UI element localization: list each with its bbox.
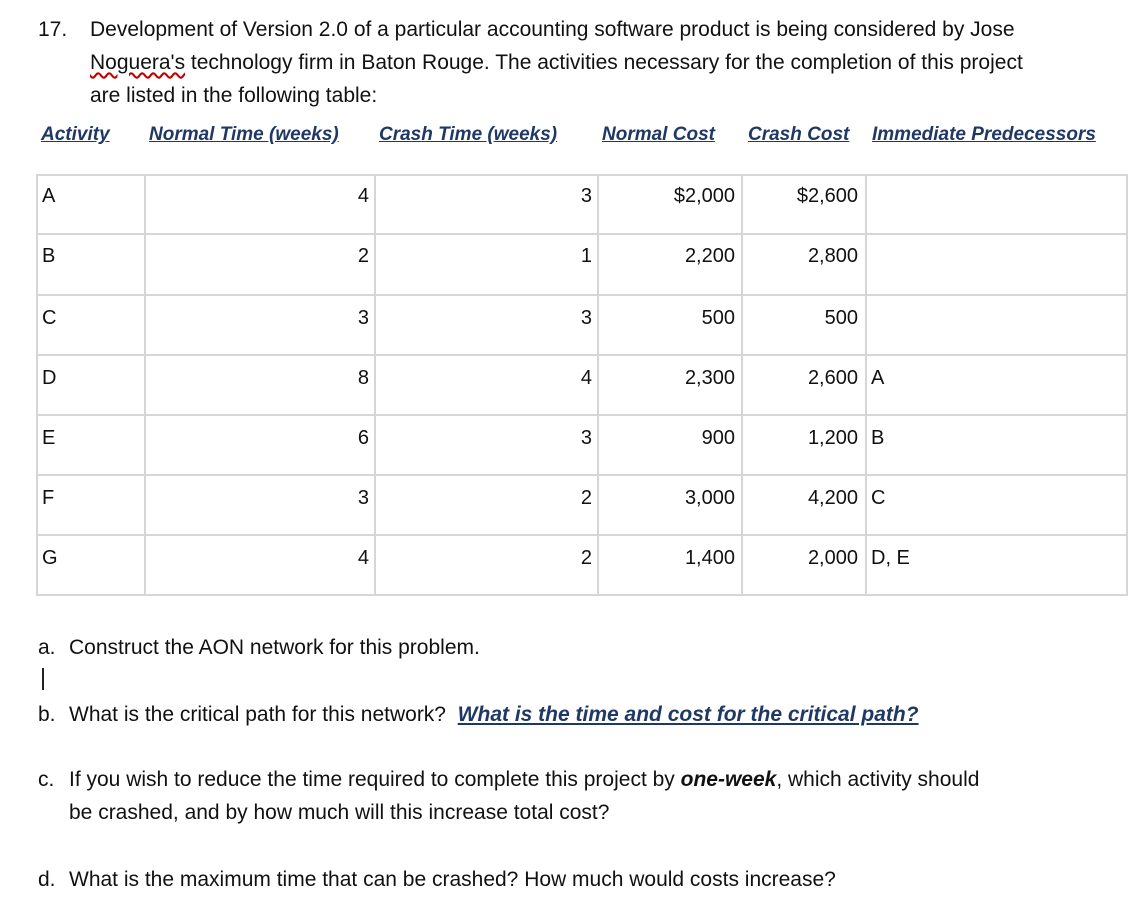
cell-crash-time: 3: [580, 307, 592, 329]
cell-normal-time: 6: [357, 427, 369, 449]
misspelled-name: Noguera's: [90, 51, 186, 74]
cell-activity: G: [42, 547, 58, 569]
table-col-divider: [374, 174, 376, 596]
question-c-line1: [69, 764, 979, 796]
cell-predecessors: B: [871, 427, 885, 449]
table-row-divider: [36, 354, 1128, 356]
cell-activity: E: [42, 427, 56, 449]
cell-activity: B: [42, 245, 56, 267]
cell-crash-cost: 2,600: [807, 367, 858, 389]
cell-crash-time: 1: [580, 245, 592, 267]
cell-normal-cost: 3,000: [684, 487, 735, 509]
table-col-divider: [597, 174, 599, 596]
cell-crash-time: 3: [580, 185, 592, 207]
cell-normal-time: 4: [357, 547, 369, 569]
table-col-divider: [741, 174, 743, 596]
cell-activity: A: [42, 185, 56, 207]
cell-crash-cost: 1,200: [807, 427, 858, 449]
problem-intro-line3: are listed in the following table:: [90, 84, 378, 107]
question-c-text-before: If you wish to reduce the time required to complete this project by: [69, 768, 681, 791]
cell-normal-cost: 900: [701, 427, 735, 449]
cell-crash-time: 3: [580, 427, 592, 449]
table-border-right: [1126, 174, 1128, 596]
header-crash-cost: Crash Cost: [748, 124, 850, 145]
problem-intro-line2: [90, 47, 1023, 79]
question-d-text: What is the maximum time that can be crashed? How much would costs increase?: [69, 868, 836, 891]
cell-activity: F: [42, 487, 55, 509]
header-crash-time: Crash Time (weeks): [379, 124, 558, 145]
problem-number: 17.: [38, 18, 68, 41]
header-normal-cost: Normal Cost: [602, 124, 715, 145]
cell-normal-cost: 2,300: [684, 367, 735, 389]
cell-crash-time: 2: [580, 547, 592, 569]
header-activity: Activity: [41, 124, 110, 145]
table-border-left: [36, 174, 38, 596]
table-row-divider: [36, 534, 1128, 536]
cell-normal-time: 8: [357, 367, 369, 389]
cell-crash-cost: 500: [824, 307, 858, 329]
table-row-divider: [36, 294, 1128, 296]
cell-normal-time: 3: [357, 307, 369, 329]
cell-normal-time: 3: [357, 487, 369, 509]
question-a-label: a.: [38, 636, 56, 659]
question-b-highlight: What is the time and cost for the critical path?: [457, 703, 919, 726]
cell-crash-time: 4: [580, 367, 592, 389]
question-b-text: What is the critical path for this network?: [69, 703, 446, 726]
cell-crash-time: 2: [580, 487, 592, 509]
cell-predecessors: A: [871, 367, 885, 389]
question-b-label: b.: [38, 703, 56, 726]
question-d-label: d.: [38, 868, 56, 891]
header-immediate-predecessors: Immediate Predecessors: [872, 124, 1096, 145]
cell-normal-cost: $2,000: [673, 185, 735, 207]
table-row-divider: [36, 474, 1128, 476]
question-c-text-after: , which activity should: [776, 768, 980, 791]
table-row-divider: [36, 414, 1128, 416]
header-normal-time: Normal Time (weeks): [149, 124, 339, 145]
cell-activity: C: [42, 307, 57, 329]
intro-line2-rest: technology firm in Baton Rouge. The activities necessary for the completion of this project: [185, 51, 1023, 74]
question-a-text: Construct the AON network for this problem.: [69, 636, 480, 659]
cell-crash-cost: 4,200: [807, 487, 858, 509]
cell-normal-cost: 2,200: [684, 245, 735, 267]
cell-predecessors: C: [871, 487, 886, 509]
cell-normal-cost: 500: [701, 307, 735, 329]
table-border-bottom: [36, 594, 1128, 596]
cell-crash-cost: 2,000: [807, 547, 858, 569]
table-col-divider: [144, 174, 146, 596]
table-border-top: [36, 174, 1128, 176]
text-cursor: [42, 668, 44, 690]
question-b: [69, 699, 919, 731]
question-c-emphasis: one-week: [680, 768, 777, 791]
cell-normal-cost: 1,400: [684, 547, 735, 569]
question-c-label: c.: [38, 768, 55, 791]
cell-activity: D: [42, 367, 57, 389]
cell-predecessors: D, E: [871, 547, 910, 569]
table-col-divider: [865, 174, 867, 596]
question-c-line2: be crashed, and by how much will this increase total cost?: [69, 801, 610, 824]
cell-crash-cost: $2,600: [796, 185, 858, 207]
table-row-divider: [36, 233, 1128, 235]
cell-crash-cost: 2,800: [807, 245, 858, 267]
problem-intro-line1: Development of Version 2.0 of a particular accounting software product is being considered by Jose: [90, 18, 1015, 41]
cell-normal-time: 2: [357, 245, 369, 267]
cell-normal-time: 4: [357, 185, 369, 207]
